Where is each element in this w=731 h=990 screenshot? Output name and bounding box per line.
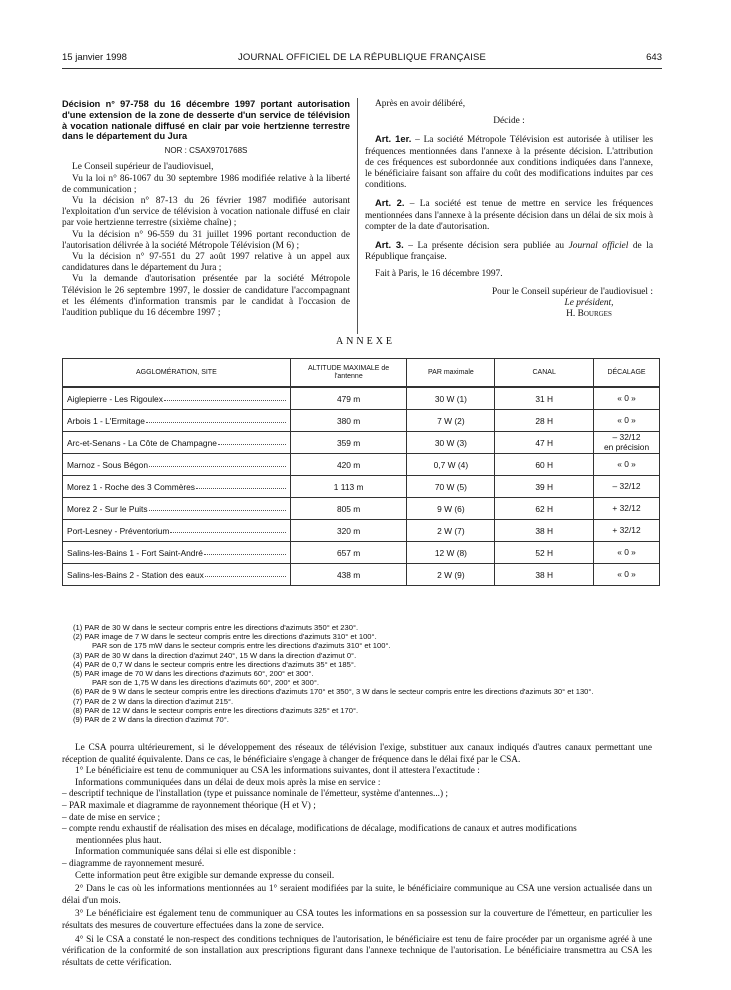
site-name: Arc-et-Senans - La Côte de Champagne xyxy=(67,437,217,448)
list-item: – date de mise en service ; xyxy=(62,812,161,823)
decalage-cell xyxy=(594,564,660,586)
annexe-table-body xyxy=(63,387,660,586)
altitude-cell: 1 113 m xyxy=(290,476,407,498)
paragraph: Cette information peut être exigible sur demande expresse du conseil. xyxy=(75,870,335,881)
article-3-label: Art. 3. xyxy=(375,239,404,251)
paragraph: Informations communiquées dans un délai de deux mois après la mise en service : xyxy=(75,777,381,788)
decalage-cell xyxy=(594,387,660,410)
footnote: (7) PAR de 2 W dans la direction d'azimut 215°. xyxy=(73,696,234,706)
table-row xyxy=(63,387,660,410)
header-page-number: 643 xyxy=(646,52,662,63)
list-item: – PAR maximale et diagramme de rayonnement théorique (H et V) ; xyxy=(62,800,316,811)
col-header-site: AGGLOMÉRATION, SITE xyxy=(63,359,291,388)
par-cell: 30 W (3) xyxy=(407,432,495,454)
technical-conditions xyxy=(62,743,652,969)
footnote: (4) PAR de 0,7 W dans le secteur compris entre les directions d'azimuts 35° et 185°. xyxy=(73,659,356,669)
col-header-altitude: ALTITUDE MAXIMALE de l'antenne xyxy=(290,359,407,388)
col-header-canal: CANAL xyxy=(495,359,594,388)
decalage-cell xyxy=(594,542,660,564)
paragraph: Information communiquée sans délai si elle est disponible : xyxy=(75,847,297,858)
decision-title: Décision n° 97-758 du 16 décembre 1997 portant autorisation d'une extension de la zone de desserte d'un service de télévision à vocation nationale diffusé en clair par voie hertzienne terrestre dans le département du Jura xyxy=(62,99,350,142)
table-row xyxy=(63,410,660,432)
decalage-precision: en précision xyxy=(603,441,650,452)
par-cell: 2 W (7) xyxy=(407,520,495,542)
footnote: (9) PAR de 2 W dans la direction d'azimut 70°. xyxy=(73,715,229,725)
site-name: Morez 2 - Sur le Puits xyxy=(67,503,148,514)
place-date: Fait à Paris, le 16 décembre 1997. xyxy=(375,269,503,280)
altitude-cell: 320 m xyxy=(290,520,407,542)
table-row xyxy=(63,432,660,454)
site-name: Salins-les-Bains 1 - Fort Saint-André xyxy=(67,547,203,558)
decalage-cell xyxy=(594,454,660,476)
altitude-cell: 380 m xyxy=(290,410,407,432)
site-cell xyxy=(63,520,291,542)
par-cell: 12 W (8) xyxy=(407,542,495,564)
decision-right-column xyxy=(365,99,653,320)
altitude-cell: 479 m xyxy=(290,387,407,410)
annexe-title: ANNEXE xyxy=(335,336,396,347)
decision-left-column xyxy=(62,99,350,319)
nor-reference: NOR : CSAX9701768S xyxy=(164,146,248,156)
canal-cell: 38 H xyxy=(495,564,594,586)
header-date: 15 janvier 1998 xyxy=(62,52,127,63)
decalage-value: « 0 » xyxy=(617,414,636,425)
decalage-value: « 0 » xyxy=(617,458,636,469)
header-journal-title: JOURNAL OFFICIEL DE LA RÉPUBLIQUE FRANÇAISE xyxy=(237,52,487,63)
article-3-text: – La présente décision sera publiée au xyxy=(408,241,569,252)
footnote: (2) PAR image de 7 W dans le secteur compris entre les directions d'azimuts 310° et 100°. xyxy=(73,632,377,642)
recital: Vu la décision n° 97-551 du 27 août 1997 relative à un appel aux candidatures dans le département du Jura ; xyxy=(62,252,350,274)
altitude-cell: 805 m xyxy=(290,498,407,520)
site-cell xyxy=(63,410,291,432)
col-header-decalage: DÉCALAGE xyxy=(594,359,660,388)
decalage-value: « 0 » xyxy=(617,546,636,557)
canal-cell: 38 H xyxy=(495,520,594,542)
decalage-value: + 32/12 xyxy=(612,524,641,535)
table-row xyxy=(63,564,660,586)
deliberation-line: Après en avoir délibéré, xyxy=(375,99,466,109)
signatory-name: H. Bourges xyxy=(566,309,612,320)
decalage-cell xyxy=(594,476,660,498)
par-cell: 30 W (1) xyxy=(407,387,495,410)
table-row xyxy=(63,454,660,476)
decalage-cell xyxy=(594,432,660,454)
recital: Vu la loi n° 86-1067 du 30 septembre 1986 modifiée relative à la liberté de communication ; xyxy=(62,173,350,195)
recital: Vu la décision n° 87-13 du 26 février 1987 modifiée autorisant l'exploitation d'un service de télévision à vocation nationale diffusé en clair par voie hertzienne terrestre (sixième chaîne) ; xyxy=(62,196,350,229)
footnote: PAR son de 1,75 W dans les directions d'azimuts 60°, 200° et 300°. xyxy=(92,678,319,688)
canal-cell: 47 H xyxy=(495,432,594,454)
table-row xyxy=(63,542,660,564)
paragraph: Le CSA pourra ultérieurement, si le développement des réseaux de télévision l'exige, substituer aux canaux indiqués d'autres canaux permettant une réception de qualité équivalente. Dans ce cas, le bénéficiaire s'engage à changer de fréquence dans le délai fixé par le CSA. xyxy=(62,743,652,765)
header-rule xyxy=(62,68,662,69)
list-item: – descriptif technique de l'installation (type et puissance nominale de l'émetteur, système d'antennes...) ; xyxy=(62,789,448,800)
column-divider xyxy=(357,98,358,334)
par-cell: 7 W (2) xyxy=(407,410,495,432)
signature-role xyxy=(365,298,653,309)
decalage-cell xyxy=(594,498,660,520)
role-italic: Le président, xyxy=(564,297,614,308)
site-cell xyxy=(63,498,291,520)
journal-officiel-italic: Journal officiel xyxy=(568,241,629,252)
site-cell xyxy=(63,454,291,476)
footnote: (6) PAR de 9 W dans le secteur compris entre les directions d'azimuts 170° et 350°, 3 W dans le secteur compris entre les directions d'azimuts 30° et 130°. xyxy=(73,687,594,697)
canal-cell: 39 H xyxy=(495,476,594,498)
table-row xyxy=(63,476,660,498)
list-item: – compte rendu exhaustif de réalisation des mises en décalage, modifications de décalage, modifications de canaux et autres modifications xyxy=(62,824,577,835)
site-name: Morez 1 - Roche des 3 Commères xyxy=(67,481,195,492)
site-name: Marnoz - Sous Bégon xyxy=(67,459,149,470)
article-2-text: – La société est tenue de mettre en service les fréquences mentionnées dans l'annexe à la présente décision dans un délai de six mois à compter de la date d'autorisation. xyxy=(365,199,653,232)
article-2 xyxy=(365,197,653,233)
site-name: Port-Lesney - Préventorium xyxy=(67,525,170,536)
footnote: (3) PAR de 30 W dans la direction d'azimut 240°, 15 W dans la direction d'azimut 0°. xyxy=(73,650,357,660)
altitude-cell: 359 m xyxy=(290,432,407,454)
signature-for: Pour le Conseil supérieur de l'audiovisuel : xyxy=(491,286,653,297)
footnote: (1) PAR de 30 W dans le secteur compris entre les directions d'azimuts 350° et 230°. xyxy=(73,623,359,632)
decalage-cell xyxy=(594,410,660,432)
footnote: PAR son de 175 mW dans le secteur compris entre les directions d'azimuts 310° et 100°. xyxy=(92,641,391,651)
article-1 xyxy=(365,133,653,191)
table-row xyxy=(63,498,660,520)
article-1-label: Art. 1er. xyxy=(375,133,412,145)
canal-cell: 31 H xyxy=(495,387,594,410)
article-1-text: – La société Métropole Télévision est autorisée à utiliser les fréquences mentionnées dans l'annexe à la présente décision. L'attribution de ces fréquences est subordonnée aux conditions indiquées dans l'annexe, le bénéficiaire faisant son affaire du coût des modifications induites par ces conditions. xyxy=(365,135,653,191)
decalage-value: « 0 » xyxy=(617,568,636,579)
decalage-value: – 32/12 xyxy=(612,480,641,491)
site-cell xyxy=(63,564,291,586)
footnote: (5) PAR image de 70 W dans les directions d'azimuts 60°, 200° et 300°. xyxy=(73,669,314,679)
decalage-value: + 32/12 xyxy=(612,502,641,513)
article-3-text-end: de la République française. xyxy=(365,241,653,263)
site-cell xyxy=(63,387,291,410)
list-item-continued: mentionnées plus haut. xyxy=(76,835,162,846)
paragraph: 2° Dans le cas où les informations mentionnées au 1° seraient modifiées par la suite, le bénéficiaire communique au CSA une version actualisée dans un délai d'un mois. xyxy=(62,884,652,906)
altitude-cell: 438 m xyxy=(290,564,407,586)
par-cell: 70 W (5) xyxy=(407,476,495,498)
decalage-value: « 0 » xyxy=(617,392,636,403)
site-name: Salins-les-Bains 2 - Station des eaux xyxy=(67,569,204,580)
recital: Vu la décision n° 96-559 du 31 juillet 1996 portant reconduction de l'autorisation délivrée à la société Métropole Télévision (M 6) ; xyxy=(62,229,350,251)
decalage-value: – 32/12 xyxy=(612,432,641,442)
list-item: – diagramme de rayonnement mesuré. xyxy=(62,858,205,869)
article-3 xyxy=(365,239,653,263)
par-cell: 9 W (6) xyxy=(407,498,495,520)
decalage-cell xyxy=(594,520,660,542)
paragraph: 3° Le bénéficiaire est également tenu de communiquer au CSA toutes les informations en sa possession sur la couverture de l'émetteur, en particulier les résultats des mesures de couverture effectuées dans la zone de service. xyxy=(62,909,652,931)
site-cell xyxy=(63,476,291,498)
footnote: (8) PAR de 12 W dans le secteur compris entre les directions d'azimuts 325° et 170°. xyxy=(73,705,359,715)
canal-cell: 52 H xyxy=(495,542,594,564)
altitude-cell: 420 m xyxy=(290,454,407,476)
site-cell xyxy=(63,432,291,454)
site-cell xyxy=(63,542,291,564)
decide-line: Décide : xyxy=(493,116,525,127)
altitude-cell: 657 m xyxy=(290,542,407,564)
par-cell: 2 W (9) xyxy=(407,564,495,586)
recital: Le Conseil supérieur de l'audiovisuel, xyxy=(72,162,214,173)
table-header-row xyxy=(63,359,660,388)
canal-cell: 28 H xyxy=(495,410,594,432)
canal-cell: 60 H xyxy=(495,454,594,476)
col-header-par: PAR maximale xyxy=(407,359,495,388)
recital: Vu la demande d'autorisation présentée par la société Métropole Télévision le 26 septembre 1997, le dossier de candidature l'accompagnant et les éléments d'information transmis par le candidat à l'occasion de l'audition publique du 16 décembre 1997 ; xyxy=(62,274,350,319)
site-name: Aiglepierre - Les Rigoulex xyxy=(67,393,163,404)
paragraph: 4° Si le CSA a constaté le non-respect des conditions techniques de l'autorisation, le bénéficiaire est tenu de faire procéder par un organisme agréé à une vérification de la conformité de son installation aux prescriptions figurant dans l'annexe technique de l'autorisation. Le bénéficiaire transmettra au CSA les résultats de cette vérification. xyxy=(62,934,652,968)
article-2-label: Art. 2. xyxy=(375,197,405,209)
canal-cell: 62 H xyxy=(495,498,594,520)
annexe-table xyxy=(62,358,660,586)
paragraph: 1° Le bénéficiaire est tenu de communiquer au CSA les informations suivantes, dont il attestera l'exactitude : xyxy=(75,766,480,777)
site-name: Arbois 1 - L'Ermitage xyxy=(67,415,145,426)
par-cell: 0,7 W (4) xyxy=(407,454,495,476)
table-row xyxy=(63,520,660,542)
annexe-footnotes xyxy=(73,623,655,724)
page-header xyxy=(62,52,662,66)
